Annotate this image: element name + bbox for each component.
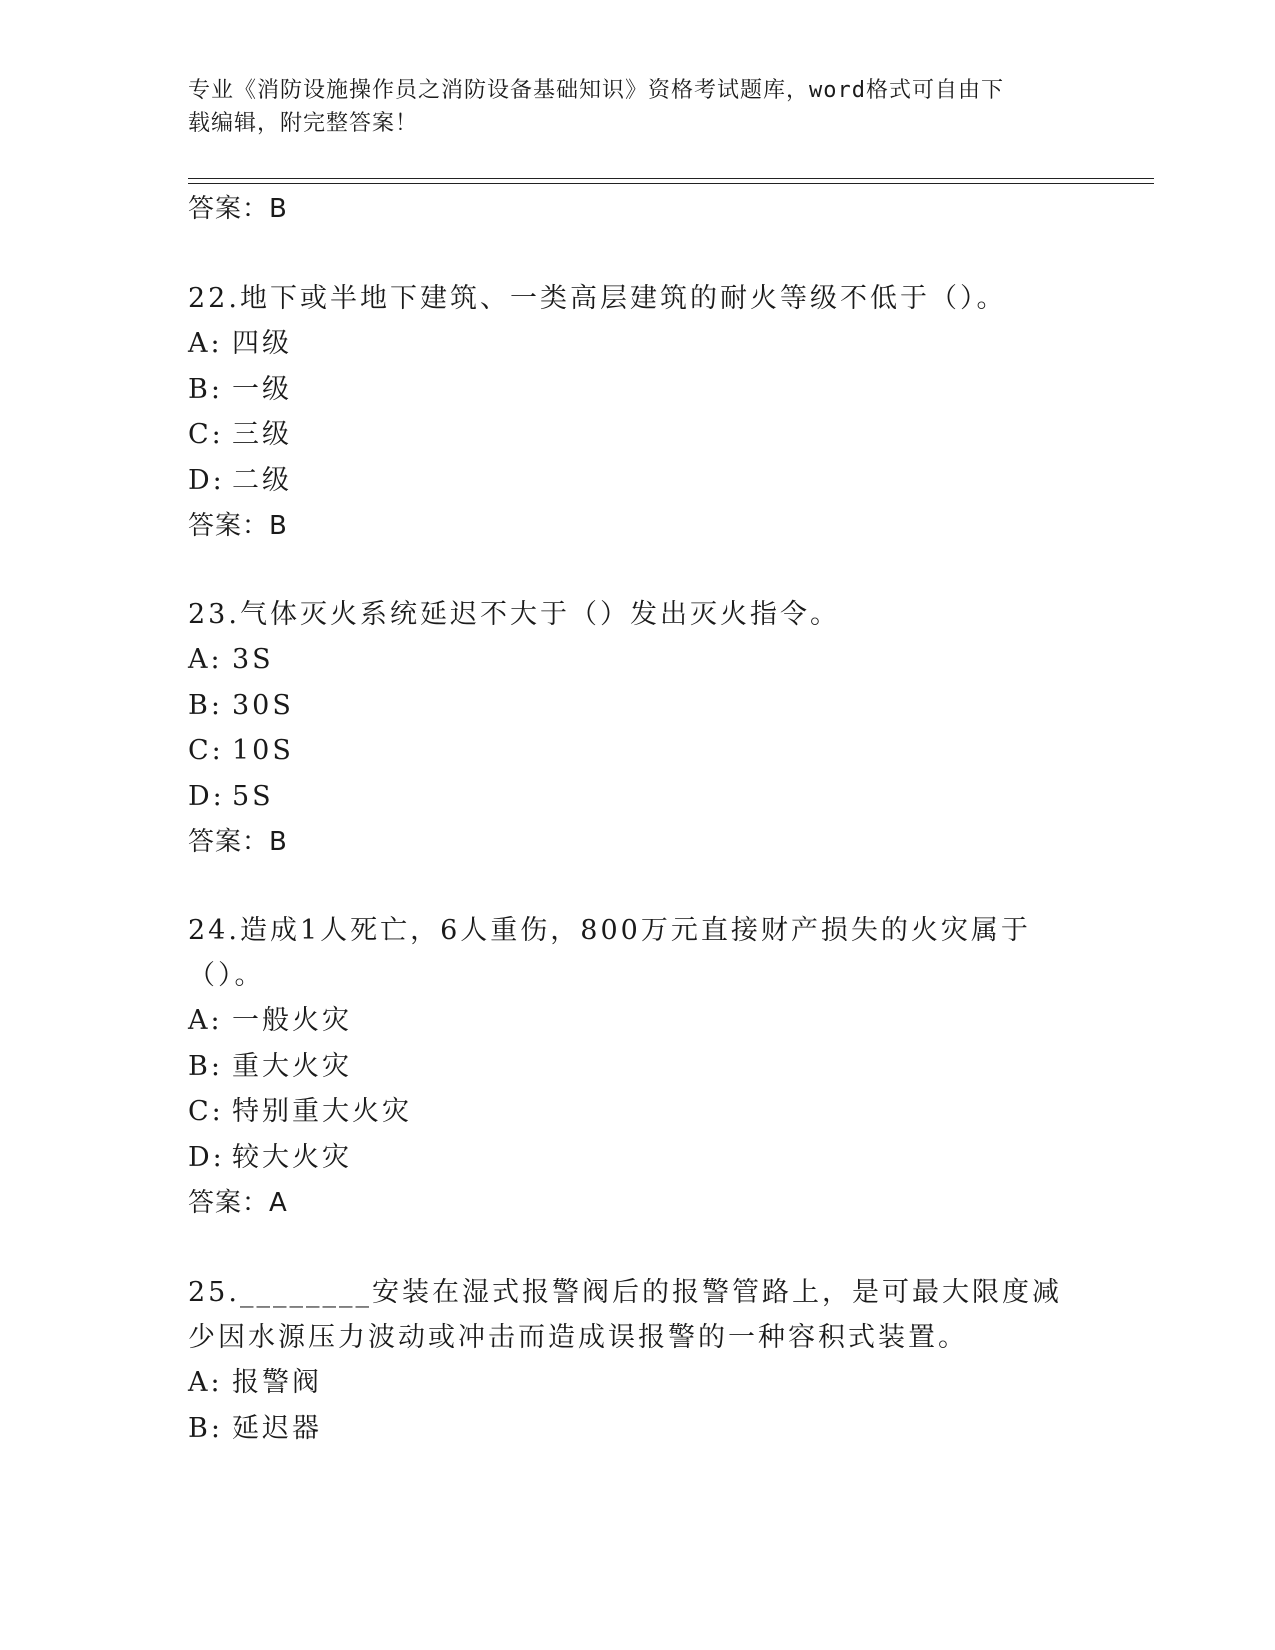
- option-b: [188, 367, 1088, 413]
- option-text: 10S: [232, 735, 294, 766]
- question-block-22: [188, 276, 1088, 549]
- option-c: [188, 412, 1088, 458]
- option-letter: D:: [188, 1141, 225, 1173]
- option-letter: C:: [188, 419, 224, 450]
- option-b: [188, 1406, 1088, 1452]
- option-letter: A:: [188, 1367, 223, 1398]
- option-text: 30S: [232, 689, 294, 721]
- question-block-23: [188, 592, 1088, 865]
- option-text: 较大火灾: [232, 1141, 352, 1173]
- option-letter: B:: [188, 1050, 223, 1082]
- option-text: 三级: [232, 419, 292, 450]
- question-text: 25.________安装在湿式报警阀后的报警管路上，是可最大限度减少因水源压力波动或冲击而造成误报警的一种容积式装置。: [188, 1277, 1062, 1353]
- question-text: 23.气体灭火系统延迟不大于（）发出灭火指令。: [188, 599, 840, 630]
- option-letter: B:: [188, 1412, 223, 1444]
- option-text: 一般火灾: [232, 1005, 352, 1036]
- option-letter: A:: [188, 328, 223, 359]
- option-a: [188, 321, 1088, 367]
- option-d: [188, 458, 1088, 504]
- answer-value: B: [269, 511, 288, 541]
- question-block-25: [188, 1270, 1088, 1451]
- option-a: [188, 998, 1088, 1044]
- header-line-1: 专业《消防设施操作员之消防设备基础知识》资格考试题库，word格式可自由下: [188, 78, 1004, 103]
- answer-value: B: [269, 827, 288, 857]
- option-letter: A:: [188, 1005, 223, 1036]
- option-text: 重大火灾: [232, 1050, 352, 1082]
- option-letter: D:: [188, 464, 225, 496]
- option-letter: C:: [188, 735, 224, 766]
- option-d: [188, 1135, 1088, 1181]
- header-divider-bottom: [188, 183, 1154, 184]
- option-c: [188, 728, 1088, 774]
- option-text: 一级: [232, 373, 292, 405]
- answer-label: 答案：: [188, 194, 270, 224]
- option-text: 四级: [232, 328, 292, 359]
- question-text: 22.地下或半地下建筑、一类高层建筑的耐火等级不低于（）。: [188, 283, 1007, 314]
- answer-line: [188, 186, 1088, 232]
- option-b: [188, 1044, 1088, 1090]
- answer-line: [188, 503, 1088, 549]
- answer-label: 答案：: [188, 511, 270, 541]
- option-text: 二级: [232, 464, 292, 496]
- option-text: 报警阀: [232, 1367, 322, 1398]
- option-c: [188, 1089, 1088, 1135]
- option-d: [188, 774, 1088, 820]
- option-text: 5S: [232, 780, 274, 812]
- option-b: [188, 683, 1088, 729]
- answer-line: [188, 1180, 1088, 1226]
- question-block-24: [188, 908, 1088, 1226]
- header-line-2: 载编辑，附完整答案！: [188, 111, 419, 136]
- option-text: 特别重大火灾: [232, 1096, 412, 1127]
- answer-label: 答案：: [188, 827, 270, 857]
- document-header: [188, 74, 1068, 140]
- option-letter: B:: [188, 689, 223, 721]
- answer-value: B: [269, 194, 288, 224]
- answer-line: [188, 819, 1088, 865]
- answer-label: 答案：: [188, 1188, 270, 1218]
- header-divider-top: [188, 178, 1154, 179]
- option-text: 3S: [232, 644, 274, 675]
- option-a: [188, 637, 1088, 683]
- option-letter: B:: [188, 373, 223, 405]
- option-letter: A:: [188, 644, 223, 675]
- option-text: 延迟器: [232, 1412, 322, 1444]
- option-letter: D:: [188, 780, 225, 812]
- question-text: 24.造成1人死亡，6人重伤，800万元直接财产损失的火灾属于（）。: [188, 915, 1031, 991]
- option-a: [188, 1360, 1088, 1406]
- option-letter: C:: [188, 1096, 224, 1127]
- answer-value: A: [269, 1188, 288, 1218]
